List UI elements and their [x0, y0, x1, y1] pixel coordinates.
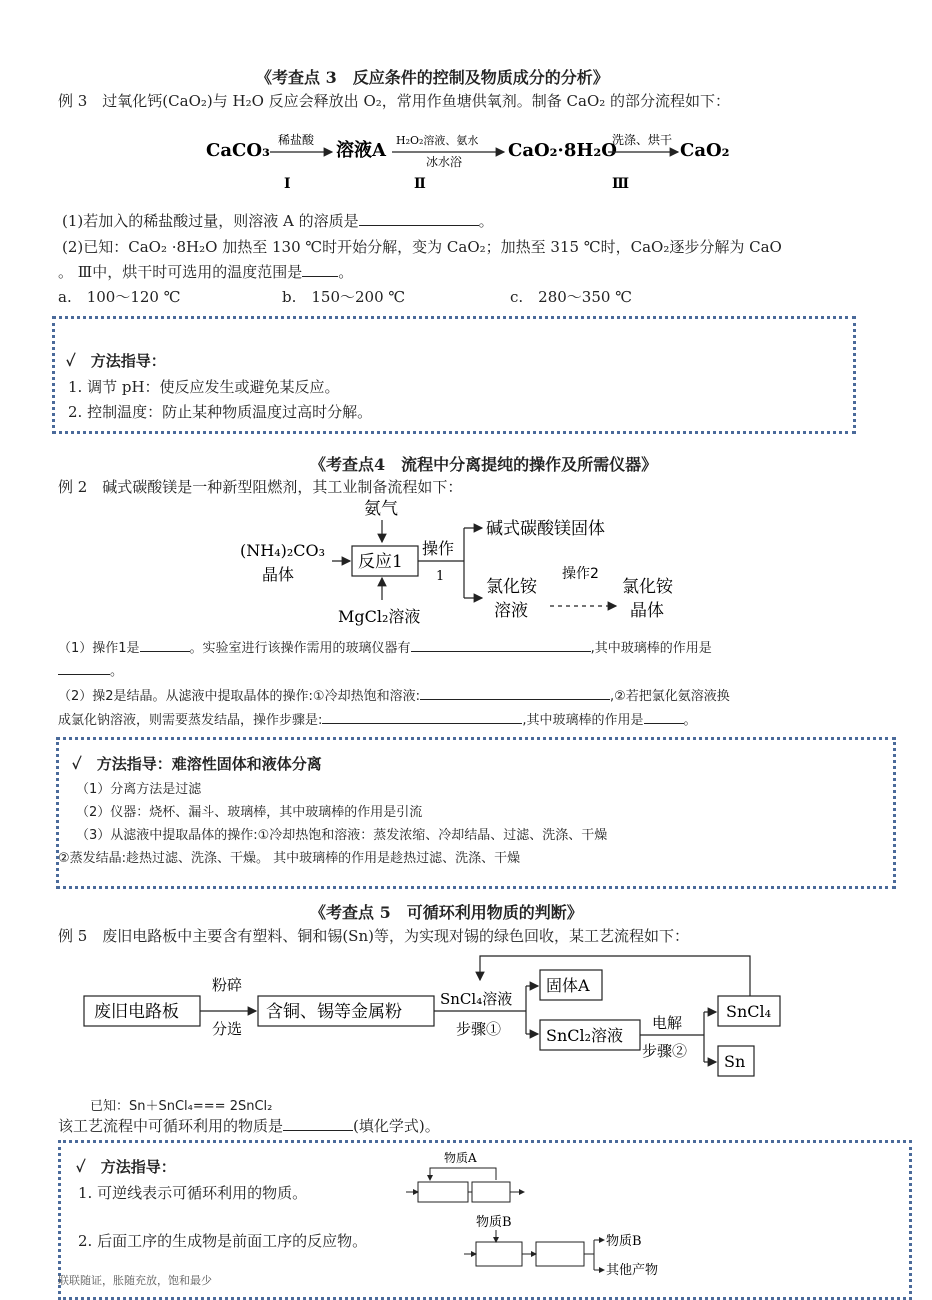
- s4-q2-blank-1[interactable]: [420, 685, 610, 700]
- board-label: 废旧电路板: [94, 1002, 179, 1022]
- powder-label: 含铜、锡等金属粉: [266, 1002, 402, 1022]
- material-b-output: 物质B: [606, 1234, 642, 1249]
- step-1-label: Ⅰ: [284, 176, 291, 192]
- s4-q1-text-c: ,其中玻璃棒的作用是: [590, 641, 712, 656]
- op1-label-a: 操作: [422, 539, 455, 558]
- step-2-label: Ⅱ: [414, 176, 426, 192]
- section5-guide-item-2: 2. 后面工序的生成物是前面工序的反应物。: [78, 1232, 368, 1250]
- sncl4-label: SnCl₄: [726, 1002, 772, 1021]
- material-b-label: 物质B: [476, 1215, 512, 1230]
- s5-q-text: 该工艺流程中可循环利用的物质是: [58, 1117, 284, 1135]
- a-box-2: [472, 1182, 510, 1202]
- section3-question2-line1: (2)已知：CaO₂ ·8H₂O 加热至 130 ℃时开始分解，变为 CaO₂；加热至 315 ℃时，CaO₂逐步分解为 CaO: [62, 238, 782, 256]
- ice-bath-label: 冰水浴: [426, 155, 463, 169]
- mgcl2-label: MgCl₂溶液: [338, 607, 421, 626]
- section3-intro: 例 3 过氧化钙(CaO₂)与 H₂O 反应会释放出 O₂，常用作鱼塘供氧剂。制备 CaO₂ 的部分流程如下：: [58, 92, 731, 110]
- section4-guide-header: [72, 753, 322, 774]
- section4-guide-item-1: （1）分离方法是过滤: [76, 782, 202, 797]
- check-icon: ✓: [76, 1158, 86, 1176]
- mg-flow-diagram: [232, 494, 702, 630]
- option-a[interactable]: a. 100～120 ℃: [58, 288, 181, 306]
- nh4cl-solution-a: 氯化铵: [486, 577, 537, 597]
- section4-title: 《考查点4 流程中分离提纯的操作及所需仪器》: [310, 455, 658, 474]
- b-box-2: [536, 1242, 584, 1266]
- option-c[interactable]: c. 280～350 ℃: [510, 288, 632, 306]
- s5-q-blank[interactable]: [283, 1116, 353, 1131]
- sncl2-label: SnCl₂溶液: [546, 1026, 624, 1045]
- section4-guide-item-4: ②蒸发结晶:趁热过滤、洗涤、干燥。 其中玻璃棒的作用是趁热过滤、洗涤、干燥: [58, 851, 521, 866]
- s4-q2-text-d: ,其中玻璃棒的作用是: [522, 713, 644, 728]
- q2-text: 。 Ⅲ中，烘干时可选用的温度范围是: [58, 263, 303, 281]
- q1-end: 。: [478, 212, 494, 230]
- recycle-diagram-b: [460, 1212, 690, 1280]
- check-icon: ✓: [72, 755, 82, 773]
- step2-label: 步骤②: [642, 1042, 688, 1060]
- recycle-line: [480, 956, 750, 996]
- q1-blank[interactable]: [359, 211, 479, 226]
- s5-q-end: (填化学式)。: [353, 1117, 440, 1135]
- s4-q2-text-c: 成氯化钠溶液，则需要蒸发结晶，操作步骤是:: [58, 713, 323, 728]
- b-box-1: [476, 1242, 522, 1266]
- section4-guide-item-2: （2）仪器：烧杯、漏斗、玻璃棒，其中玻璃棒的作用是引流: [76, 805, 423, 820]
- step1-label: 步骤①: [456, 1020, 502, 1038]
- sn-label: Sn: [724, 1052, 746, 1071]
- s4-q2-blank-3[interactable]: [644, 709, 684, 724]
- section4-intro: 例 2 碱式碳酸镁是一种新型阻燃剂，其工业制备流程如下：: [58, 478, 463, 496]
- s4-q2-text-a: （2）操2是结晶。从滤液中提取晶体的操作:①冷却热饱和溶液:: [58, 689, 420, 704]
- crush-label: 粉碎: [212, 976, 243, 994]
- section4-question2-cont: [58, 709, 697, 728]
- s4-q1-text-b: 。实验室进行该操作需用的玻璃仪器有: [189, 641, 411, 656]
- cut-off-footer: 联联随证，胀随充放，饱和最少: [58, 1274, 212, 1287]
- material-a-loop: [430, 1168, 496, 1180]
- section3-question2-line2: [58, 261, 353, 282]
- a-box-1: [418, 1182, 468, 1202]
- section5-title: 《考查点 5 可循环利用物质的判断》: [310, 903, 583, 922]
- reactor-label: 反应1: [358, 552, 403, 572]
- nh4cl-crystal-a: 氯化铵: [622, 577, 673, 597]
- section4-question1: [58, 637, 712, 656]
- s4-q1-blank-3[interactable]: [58, 660, 110, 675]
- hydrate-label: CaO₂·8H₂O: [508, 140, 617, 161]
- product-label: 碱式碳酸镁固体: [486, 519, 605, 539]
- s4-q1-blank-2[interactable]: [411, 637, 591, 652]
- section3-question1: [62, 210, 494, 231]
- section5-guide-header: [76, 1156, 176, 1177]
- q2-blank[interactable]: [302, 262, 338, 277]
- recycle-diagram-a: [400, 1148, 540, 1208]
- s4-q1-text-a: （1）操作1是: [58, 641, 140, 656]
- s4-q2-text-b: ,②若把氯化氨溶液换: [609, 689, 730, 704]
- other-products-output: 其他产物: [606, 1263, 659, 1278]
- s4-q1-end: 。: [110, 664, 124, 679]
- crystal-label: 晶体: [262, 565, 295, 584]
- solid-a-label: 固体A: [546, 976, 590, 995]
- reagent-label: H₂O₂溶液、氨水: [396, 134, 479, 147]
- section4-question1-cont: [58, 660, 123, 679]
- nh4cl-solution-b: 溶液: [494, 601, 528, 621]
- step-3-label: Ⅲ: [612, 176, 630, 192]
- section4-guide-item-3: （3）从滤液中提取晶体的操作:①冷却热饱和溶液：蒸发浓缩、冷却结晶、过滤、洗涤、干燥: [76, 828, 608, 843]
- electrolysis-label: 电解: [652, 1014, 683, 1032]
- solution-a-label: 溶液A: [336, 140, 386, 161]
- section4-question2: [58, 685, 730, 704]
- reactant-label: (NH₄)₂CO₃: [240, 541, 326, 560]
- ammonia-label: 氨气: [364, 499, 398, 519]
- section3-guide-item-2: 2. 控制温度：防止某种物质温度过高时分解。: [68, 403, 373, 421]
- s4-q2-end: 。: [683, 713, 697, 728]
- section3-title: 《考查点 3 反应条件的控制及物质成分的分析》: [256, 68, 609, 87]
- wash-label: 洗涤、烘干: [612, 133, 673, 147]
- option-b[interactable]: b. 150～200 ℃: [282, 288, 406, 306]
- q1-text: (1)若加入的稀盐酸过量，则溶液 A 的溶质是: [62, 212, 359, 230]
- cao2-flow-diagram: [200, 128, 740, 196]
- s4-q1-blank-1[interactable]: [140, 637, 190, 652]
- acid-label: 稀盐酸: [278, 133, 315, 147]
- nh4cl-crystal-b: 晶体: [630, 601, 664, 621]
- q2-end: 。: [338, 263, 354, 281]
- section5-guide-item-1: 1. 可逆线表示可循环利用的物质。: [78, 1184, 308, 1202]
- s4-q2-blank-2[interactable]: [322, 709, 522, 724]
- op2-label: 操作2: [562, 566, 599, 582]
- check-icon: ✓: [66, 352, 76, 370]
- cao2-label: CaO₂: [680, 140, 730, 161]
- section3-guide-header: [66, 350, 166, 371]
- caco3-label: CaCO₃: [206, 140, 270, 161]
- sncl4-solution-label: SnCl₄溶液: [440, 990, 513, 1008]
- material-a-label: 物质A: [444, 1151, 477, 1165]
- guide-title: 方法指导：难溶性固体和液体分离: [96, 755, 322, 773]
- known-equation: 已知：Sn＋SnCl₄=== 2SnCl₂: [90, 1099, 273, 1114]
- section3-guide-item-1: 1. 调节 pH：使反应发生或避免某反应。: [68, 378, 340, 396]
- section5-question: [58, 1115, 440, 1136]
- sort-label: 分选: [212, 1020, 243, 1038]
- guide-title: 方法指导：: [100, 1158, 176, 1176]
- section5-intro: 例 5 废旧电路板中主要含有塑料、铜和锡(Sn)等，为实现对锡的绿色回收，某工艺流程如下：: [58, 927, 689, 945]
- op1-label-b: 1: [436, 569, 445, 584]
- guide-title: 方法指导：: [90, 352, 166, 370]
- sn-flow-diagram: [80, 950, 790, 1082]
